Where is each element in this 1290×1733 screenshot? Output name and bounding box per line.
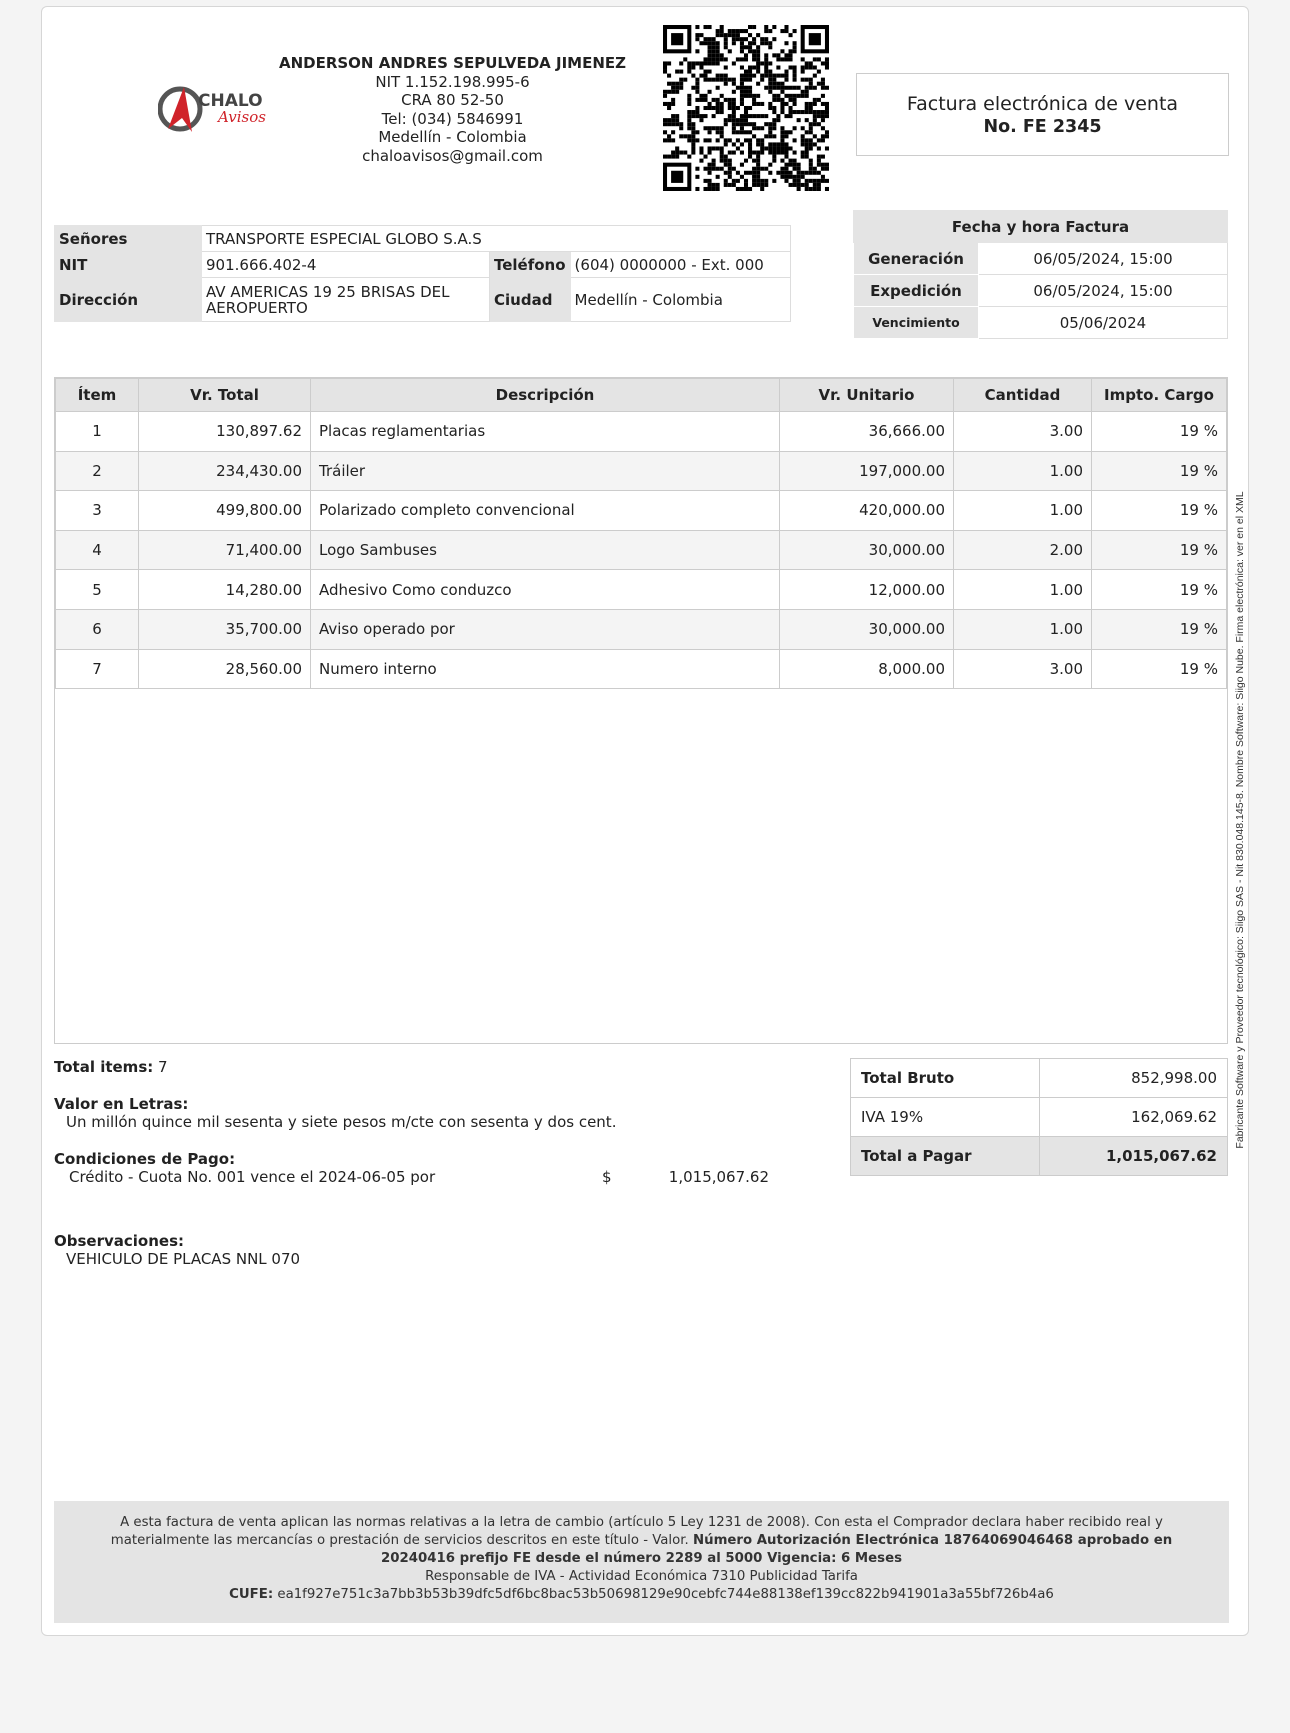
dates-title: Fecha y hora Factura bbox=[854, 211, 1228, 243]
iva-responsibility: Responsable de IVA - Actividad Económica 7310 Publicidad Tarifa bbox=[425, 1569, 858, 1584]
address-label: Dirección bbox=[55, 278, 202, 322]
table-row bbox=[56, 609, 1227, 649]
item-unit-price: 12,000.00 bbox=[780, 570, 954, 610]
invoice-number: No. FE 2345 bbox=[983, 117, 1102, 137]
qr-code bbox=[663, 25, 829, 191]
item-total: 28,560.00 bbox=[139, 649, 311, 689]
expedition-label: Expedición bbox=[854, 275, 979, 307]
col-tax: Impto. Cargo bbox=[1092, 379, 1227, 412]
item-description: Placas reglamentarias bbox=[311, 412, 780, 452]
phone-label: Teléfono bbox=[490, 252, 571, 278]
expedition-value: 06/05/2024, 15:00 bbox=[979, 275, 1228, 307]
issuer-name: ANDERSON ANDRES SEPULVEDA JIMENEZ bbox=[278, 54, 627, 72]
issuer-city: Medellín - Colombia bbox=[378, 128, 527, 146]
item-quantity: 1.00 bbox=[954, 609, 1092, 649]
pago-description: Crédito - Cuota No. 001 vence el 2024-06-05 por bbox=[69, 1168, 436, 1186]
item-total: 14,280.00 bbox=[139, 570, 311, 610]
letras-label: Valor en Letras: bbox=[54, 1095, 189, 1113]
gross-label: Total Bruto bbox=[851, 1059, 1040, 1098]
item-quantity: 1.00 bbox=[954, 491, 1092, 531]
issuer-nit: NIT 1.152.198.995-6 bbox=[375, 72, 530, 91]
table-row bbox=[56, 649, 1227, 689]
item-number: 5 bbox=[56, 570, 139, 610]
item-quantity: 2.00 bbox=[954, 530, 1092, 570]
letras-value: Un millón quince mil sesenta y siete pesos m/cte con sesenta y dos cent. bbox=[66, 1113, 617, 1131]
software-provider-note: Fabricante Software y Proveedor tecnológico: Siigo SAS - Nit 830.048.145-8. Nombre Software: Siigo Nube. Firma electrónica: ver en el XML bbox=[1234, 491, 1246, 1149]
generation-label: Generación bbox=[854, 243, 979, 275]
item-number: 3 bbox=[56, 491, 139, 531]
iva-label: IVA 19% bbox=[851, 1098, 1040, 1137]
item-quantity: 3.00 bbox=[954, 649, 1092, 689]
legal-text: A esta factura de venta aplican las normas relativas a la letra de cambio (artículo 5 Ley 1231 de 2008). Con esta el Comprador declara haber recibido real y materialmente las mercancías o prestación de servicios descritos en este título - Valor. bbox=[110, 1515, 1163, 1548]
col-unit-price: Vr. Unitario bbox=[780, 379, 954, 412]
cufe-label: CUFE: bbox=[229, 1587, 274, 1602]
client-nit: 901.666.402-4 bbox=[202, 252, 490, 278]
authorization-text: Número Autorización Electrónica 18764069046468 aprobado en 20240416 prefijo FE desde el número 2289 al 5000 Vigencia: 6 Meses bbox=[380, 1533, 1173, 1566]
client-table bbox=[54, 225, 791, 322]
dates-table bbox=[853, 210, 1228, 339]
client-address: AV AMERICAS 19 25 BRISAS DEL AEROPUERTO bbox=[202, 278, 490, 322]
due-label: Vencimiento bbox=[854, 307, 979, 339]
total-pay-value: 1,015,067.62 bbox=[1040, 1137, 1228, 1176]
amount-in-words bbox=[54, 1095, 616, 1131]
obs-label: Observaciones: bbox=[54, 1232, 185, 1250]
observations bbox=[54, 1232, 300, 1268]
item-tax: 19 % bbox=[1092, 570, 1227, 610]
city-label: Ciudad bbox=[490, 278, 571, 322]
invoice-title-box bbox=[856, 73, 1229, 156]
item-description: Numero interno bbox=[311, 649, 780, 689]
item-tax: 19 % bbox=[1092, 412, 1227, 452]
item-total: 499,800.00 bbox=[139, 491, 311, 531]
table-row bbox=[56, 570, 1227, 610]
table-row bbox=[56, 451, 1227, 491]
table-row bbox=[56, 412, 1227, 452]
item-quantity: 1.00 bbox=[954, 451, 1092, 491]
pago-currency: $ bbox=[602, 1168, 612, 1186]
gross-value: 852,998.00 bbox=[1040, 1059, 1228, 1098]
items-table bbox=[54, 377, 1228, 1044]
item-quantity: 1.00 bbox=[954, 570, 1092, 610]
nit-label: NIT bbox=[55, 252, 202, 278]
item-description: Polarizado completo convencional bbox=[311, 491, 780, 531]
item-unit-price: 197,000.00 bbox=[780, 451, 954, 491]
item-total: 35,700.00 bbox=[139, 609, 311, 649]
item-number: 2 bbox=[56, 451, 139, 491]
item-unit-price: 8,000.00 bbox=[780, 649, 954, 689]
item-quantity: 3.00 bbox=[954, 412, 1092, 452]
item-tax: 19 % bbox=[1092, 609, 1227, 649]
item-description: Aviso operado por bbox=[311, 609, 780, 649]
item-tax: 19 % bbox=[1092, 530, 1227, 570]
iva-value: 162,069.62 bbox=[1040, 1098, 1228, 1137]
item-tax: 19 % bbox=[1092, 491, 1227, 531]
legal-footer bbox=[54, 1501, 1229, 1623]
item-number: 1 bbox=[56, 412, 139, 452]
issuer-email: chaloavisos@gmail.com bbox=[362, 146, 543, 165]
pago-amount: 1,015,067.62 bbox=[668, 1168, 769, 1186]
item-unit-price: 30,000.00 bbox=[780, 530, 954, 570]
obs-value: VEHICULO DE PLACAS NNL 070 bbox=[66, 1250, 301, 1268]
senores-label: Señores bbox=[55, 226, 202, 252]
issuer-address: CRA 80 52-50 bbox=[401, 91, 504, 109]
col-total: Vr. Total bbox=[139, 379, 311, 412]
item-number: 6 bbox=[56, 609, 139, 649]
issuer-phone: Tel: (034) 5846991 bbox=[381, 109, 524, 128]
client-phone: (604) 0000000 - Ext. 000 bbox=[570, 252, 790, 278]
company-logo bbox=[158, 84, 273, 134]
item-description: Tráiler bbox=[311, 451, 780, 491]
item-tax: 19 % bbox=[1092, 451, 1227, 491]
total-items bbox=[54, 1058, 168, 1076]
due-value: 05/06/2024 bbox=[979, 307, 1228, 339]
svg-text:Avisos: Avisos bbox=[218, 108, 266, 126]
item-number: 7 bbox=[56, 649, 139, 689]
cufe-value: ea1f927e751c3a7bb3b53b39dfc5df6bc8bac53b50698129e90cebfc744e88138ef139cc822b941901a3a55bf726b4a6 bbox=[277, 1587, 1054, 1602]
table-row bbox=[56, 530, 1227, 570]
col-description: Descripción bbox=[311, 379, 780, 412]
item-unit-price: 36,666.00 bbox=[780, 412, 954, 452]
total-pay-label: Total a Pagar bbox=[851, 1137, 1040, 1176]
item-unit-price: 420,000.00 bbox=[780, 491, 954, 531]
item-number: 4 bbox=[56, 530, 139, 570]
item-total: 130,897.62 bbox=[139, 412, 311, 452]
totals-table bbox=[850, 1058, 1228, 1176]
client-city: Medellín - Colombia bbox=[570, 278, 790, 322]
pago-label: Condiciones de Pago: bbox=[54, 1150, 236, 1168]
col-item: Ítem bbox=[56, 379, 139, 412]
table-row bbox=[56, 491, 1227, 531]
item-description: Logo Sambuses bbox=[311, 530, 780, 570]
svg-text:CHALO: CHALO bbox=[198, 91, 263, 111]
total-items-value: 7 bbox=[158, 1058, 168, 1076]
generation-value: 06/05/2024, 15:00 bbox=[979, 243, 1228, 275]
client-name: TRANSPORTE ESPECIAL GLOBO S.A.S bbox=[202, 226, 791, 252]
col-quantity: Cantidad bbox=[954, 379, 1092, 412]
item-total: 71,400.00 bbox=[139, 530, 311, 570]
item-unit-price: 30,000.00 bbox=[780, 609, 954, 649]
item-tax: 19 % bbox=[1092, 649, 1227, 689]
invoice-title: Factura electrónica de venta bbox=[906, 93, 1179, 115]
payment-conditions bbox=[54, 1150, 769, 1186]
item-description: Adhesivo Como conduzco bbox=[311, 570, 780, 610]
total-items-label: Total items: bbox=[54, 1058, 154, 1076]
item-total: 234,430.00 bbox=[139, 451, 311, 491]
issuer-info bbox=[270, 54, 635, 165]
